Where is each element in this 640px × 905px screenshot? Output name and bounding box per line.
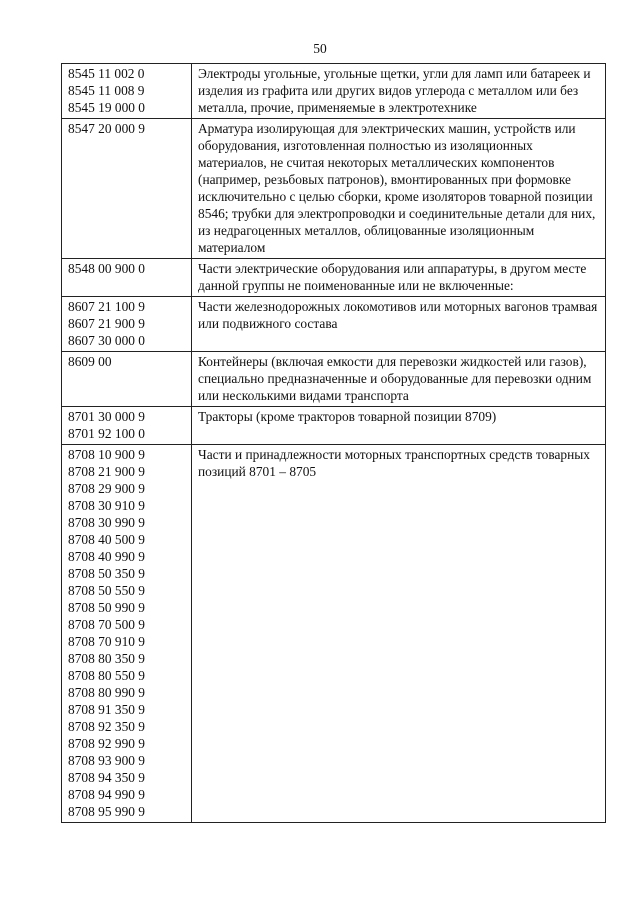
tariff-code: 8708 70 910 9 bbox=[68, 634, 145, 649]
tariff-code: 8607 21 900 9 bbox=[68, 316, 145, 331]
table-row bbox=[62, 119, 606, 259]
tariff-code: 8545 11 008 9 bbox=[68, 83, 145, 98]
tariff-code: 8708 70 500 9 bbox=[68, 617, 145, 632]
tariff-code: 8708 92 990 9 bbox=[68, 736, 145, 751]
tariff-code: 8708 29 900 9 bbox=[68, 481, 145, 496]
table-row bbox=[62, 64, 606, 119]
table-row bbox=[62, 352, 606, 407]
code-cell bbox=[62, 259, 192, 297]
table-body bbox=[62, 64, 606, 823]
description-cell: Арматура изолирующая для электрических машин, устройств или оборудования, изготовленная полностью из изоляционных материалов, не считая некоторых металлических компонентов (например, резьбовых патронов), вмонтированных при формовке исключительно с целью сборки, кроме изоляторов товарной позиции 8546; трубки для электропроводки и соединительные детали для них, из недрагоценных металлов, облицованные изоляционным материалом bbox=[192, 119, 606, 259]
table-row bbox=[62, 297, 606, 352]
code-cell bbox=[62, 445, 192, 823]
tariff-code: 8609 00 bbox=[68, 354, 112, 369]
tariff-code: 8708 21 900 9 bbox=[68, 464, 145, 479]
code-cell bbox=[62, 297, 192, 352]
tariff-code: 8708 94 990 9 bbox=[68, 787, 145, 802]
description-cell: Части железнодорожных локомотивов или моторных вагонов трамвая или подвижного состава bbox=[192, 297, 606, 352]
description-cell: Части и принадлежности моторных транспортных средств товарных позиций 8701 – 8705 bbox=[192, 445, 606, 823]
code-cell bbox=[62, 64, 192, 119]
tariff-code: 8708 95 990 9 bbox=[68, 804, 145, 819]
tariff-code: 8708 50 550 9 bbox=[68, 583, 145, 598]
tariff-code: 8708 50 350 9 bbox=[68, 566, 145, 581]
tariff-code: 8708 50 990 9 bbox=[68, 600, 145, 615]
table-row bbox=[62, 407, 606, 445]
tariff-code: 8708 30 910 9 bbox=[68, 498, 145, 513]
tariff-code: 8708 30 990 9 bbox=[68, 515, 145, 530]
description-cell: Электроды угольные, угольные щетки, угли для ламп или батареек и изделия из графита или других видов углерода с металлом или без металла, прочие, применяемые в электротехнике bbox=[192, 64, 606, 119]
description-cell: Тракторы (кроме тракторов товарной позиции 8709) bbox=[192, 407, 606, 445]
tariff-code: 8708 80 550 9 bbox=[68, 668, 145, 683]
tariff-code: 8708 80 350 9 bbox=[68, 651, 145, 666]
tariff-code: 8708 91 350 9 bbox=[68, 702, 145, 717]
tariff-code: 8548 00 900 0 bbox=[68, 261, 145, 276]
code-cell bbox=[62, 119, 192, 259]
tariff-code: 8701 30 000 9 bbox=[68, 409, 145, 424]
code-cell bbox=[62, 407, 192, 445]
tariff-code: 8545 11 002 0 bbox=[68, 66, 145, 81]
table-row bbox=[62, 259, 606, 297]
tariff-code: 8708 80 990 9 bbox=[68, 685, 145, 700]
tariff-code: 8708 92 350 9 bbox=[68, 719, 145, 734]
tariff-code: 8545 19 000 0 bbox=[68, 100, 145, 115]
table-row bbox=[62, 445, 606, 823]
tariff-code: 8708 10 900 9 bbox=[68, 447, 145, 462]
description-cell: Части электрические оборудования или аппаратуры, в другом месте данной группы не поименованные или не включенные: bbox=[192, 259, 606, 297]
tariff-code: 8708 94 350 9 bbox=[68, 770, 145, 785]
tariff-code: 8708 40 990 9 bbox=[68, 549, 145, 564]
tariff-code: 8701 92 100 0 bbox=[68, 426, 145, 441]
tariff-code: 8708 93 900 9 bbox=[68, 753, 145, 768]
tariff-code: 8547 20 000 9 bbox=[68, 121, 145, 136]
tariff-code: 8607 21 100 9 bbox=[68, 299, 145, 314]
description-cell: Контейнеры (включая емкости для перевозки жидкостей или газов), специально предназначенные и оборудованные для перевозки одним или несколькими видами транспорта bbox=[192, 352, 606, 407]
tariff-codes-table bbox=[61, 63, 606, 823]
code-cell bbox=[62, 352, 192, 407]
page-number: 50 bbox=[313, 41, 327, 56]
tariff-code: 8708 40 500 9 bbox=[68, 532, 145, 547]
tariff-code: 8607 30 000 0 bbox=[68, 333, 145, 348]
